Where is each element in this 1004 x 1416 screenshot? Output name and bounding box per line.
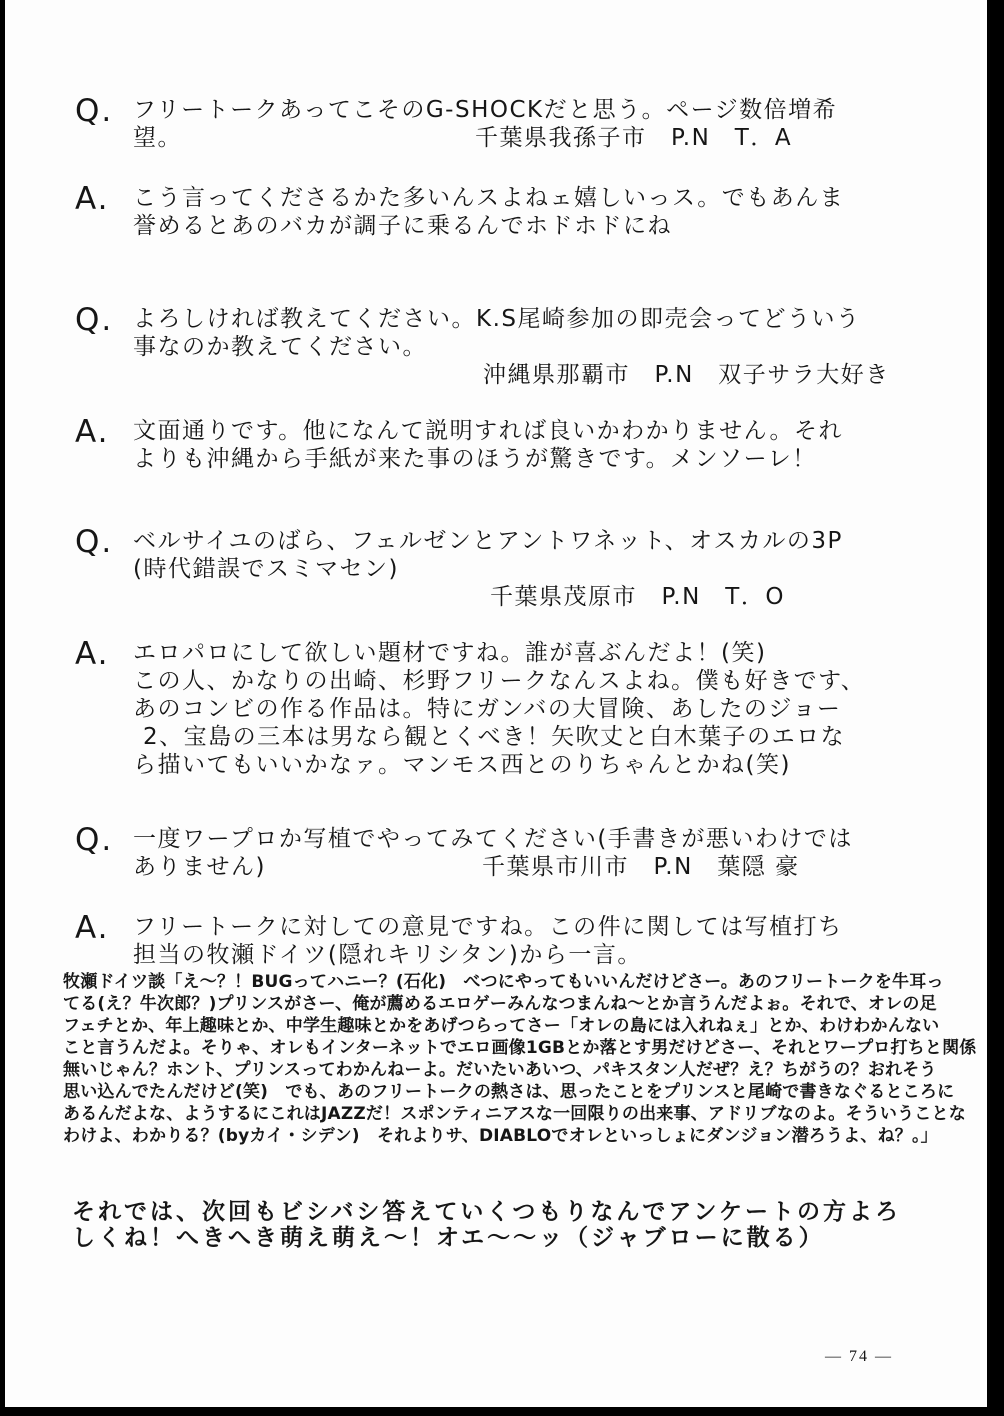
answer-line: 2、宝島の三本は男なら観とくべき！矢吹丈と白木葉子のエロな [143,724,846,750]
closing-line: それでは、次回もビシバシ答えていくつもりなんでアンケートの方よろ [72,1199,902,1225]
doitsu-comment-line: フェチとか、年上趣味とか、中学生趣味とかをあげつらってさー「オレの島には入れねぇ」とか、わけわかんない [63,1016,940,1036]
answer-line: 文面通りです。他になんて説明すれば良いかわかりません。それ [133,418,844,444]
sender-attribution: 千葉県我孫子市 P.N T．A [475,125,793,151]
answer-block-1 [75,181,845,240]
doitsu-comment-line: 無いじゃん？ホント、プリンスってわかんねーよ。だいたいあいつ、パキスタン人だぜ？え？ちがうの？おれそう [63,1060,937,1080]
question-block-4 [75,822,853,881]
answer-line: フリートークに対しての意見ですね。この件に関しては写植打ち [133,914,843,940]
question-line: よろしければ教えてください。K.S尾崎参加の即売会ってどういう [133,306,861,332]
doitsu-comment-line: こと言うんだよ。そりゃ、オレもインターネットでエロ画像1GBとか落とす男だけどさー、それとワープロ打ちと関係 [63,1038,977,1058]
question-line: 事なのか教えてください。 [133,334,427,360]
answer-block-3 [75,636,866,779]
q-label: Q. [75,93,114,129]
closing-line: しくね！へきへき萌え萌え〜！オエ〜〜ッ（ジャブローに散る） [72,1225,825,1251]
question-line: (時代錯誤でスミマセン) [133,556,399,582]
doitsu-comment-line: 思い込んでたんだけど(笑) でも、あのフリートークの熱さは、思ったことをプリンスと尾崎で書きなぐるところに [63,1082,955,1102]
q-label: Q. [75,302,114,338]
a-label: A. [75,181,110,217]
question-line: フリートークあってこそのG-SHOCKだと思う。ページ数倍増希 [133,97,838,123]
doitsu-comment-line: わけよ、わかりる？(byカイ・シデン) それよりサ、DIABLOでオレといっしょにダンジョン潜ろうよ、ね？。」 [63,1126,938,1146]
page-number: — 74 — [825,1348,893,1365]
question-block-3 [75,524,843,611]
answer-line: こう言ってくださるかた多いんスよねェ嬉しいっス。でもあんま [133,185,845,211]
question-block-2 [75,302,890,389]
doitsu-comment [63,971,977,1147]
a-label: A. [75,910,110,946]
answer-block-2 [75,414,844,473]
a-label: A. [75,636,110,672]
answer-line: 誉めるとあのバカが調子に乗るんでホドホドにね [133,213,672,239]
answer-line: この人、かなりの出崎、杉野フリークなんスよね。僕も好きです、 [133,668,866,694]
closing-note [72,1199,901,1251]
a-label: A. [75,414,110,450]
answer-line: ら描いてもいいかなァ。マンモス西とのりちゃんとかね(笑) [133,752,791,778]
q-label: Q. [75,822,114,858]
doitsu-comment-line: てる(え？牛次郎？)プリンスがさー、俺が薦めるエロゲーみんなつまんね〜とか言うんだよぉ。それで、オレの足 [63,994,937,1014]
question-line: ありません) [133,854,266,880]
question-block-1 [75,93,838,152]
answer-line: エロパロにして欲しい題材ですね。誰が喜ぶんだよ！(笑) [133,640,767,666]
answer-line: あのコンビの作る作品は。特にガンバの大冒険、あしたのジョー [133,696,842,722]
answer-block-4 [75,910,843,969]
sender-attribution: 千葉県市川市 P.N 葉隠 豪 [482,854,800,880]
answer-line: よりも沖縄から手紙が来た事のほうが驚きです。メンソーレ！ [133,446,817,472]
doitsu-comment-line: あるんだよな、ようするにこれはJAZZだ！スポンティニアスな一回限りの出来事、アドリブなのよ。そういうことな [63,1104,966,1124]
paper [5,0,987,1407]
question-line: ベルサイユのばら、フェルゼンとアントワネット、オスカルの3P [133,528,843,554]
sender-attribution: 千葉県茂原市 P.N T．O [490,584,785,610]
answer-line: 担当の牧瀬ドイツ(隠れキリシタン)から一言。 [133,942,642,968]
question-line: 一度ワープロか写植でやってみてください(手書きが悪いわけでは [133,826,853,852]
sender-attribution: 沖縄県那覇市 P.N 双子サラ大好き [483,362,890,388]
question-line: 望。 [133,125,182,151]
q-label: Q. [75,524,114,560]
doitsu-comment-line: 牧瀬ドイツ談「え〜？！BUGってハニー？(石化) べつにやってもいいんだけどさー。あのフリートークを牛耳っ [63,972,944,992]
